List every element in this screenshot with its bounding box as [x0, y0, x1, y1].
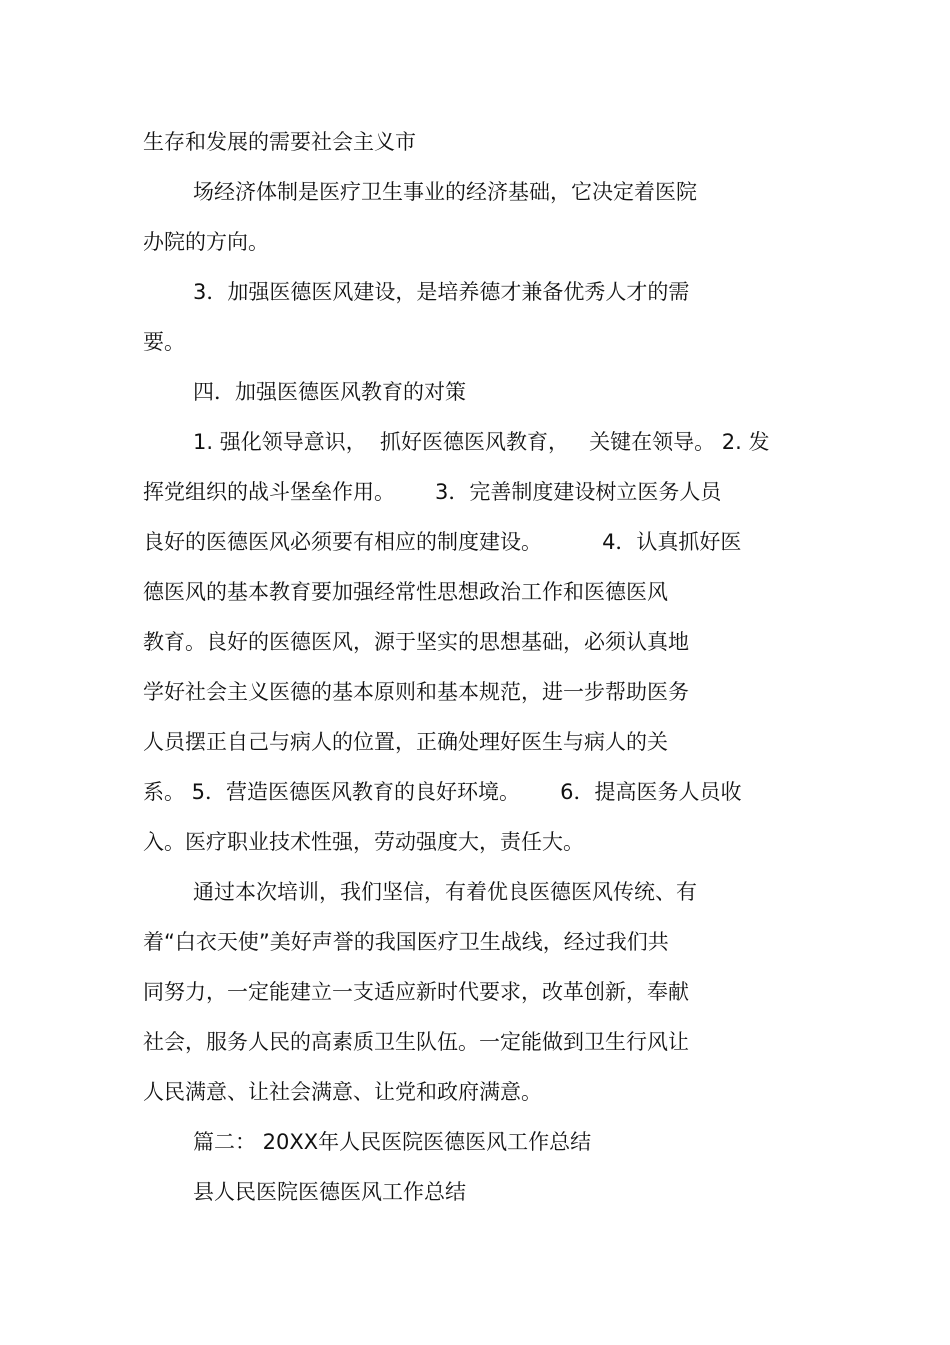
- text-line: 1. 强化领导意识， 抓好医德医风教育， 关键在领导。 2. 发: [193, 430, 770, 454]
- text-line: 要。: [143, 330, 185, 354]
- text-line: 德医风的基本教育要加强经常性思想政治工作和医德医风: [143, 580, 668, 604]
- text-line: 系。 5．营造医德医风教育的良好环境。 6．提高医务人员收: [143, 780, 742, 804]
- text-line: 社会，服务人民的高素质卫生队伍。一定能做到卫生行风让: [143, 1030, 689, 1054]
- text-line: 入。医疗职业技术性强，劳动强度大，责任大。: [143, 830, 584, 854]
- text-line: 通过本次培训，我们坚信，有着优良医德医风传统、有: [193, 880, 697, 904]
- section-heading: 篇二： 20XX年人民医院医德医风工作总结: [193, 1130, 592, 1154]
- text-line: 挥党组织的战斗堡垒作用。 3．完善制度建设树立医务人员: [143, 480, 722, 504]
- text-line: 教育。良好的医德医风，源于坚实的思想基础，必须认真地: [143, 630, 689, 654]
- text-line: 学好社会主义医德的基本原则和基本规范，进一步帮助医务: [143, 680, 689, 704]
- text-line: 3．加强医德医风建设，是培养德才兼备优秀人才的需: [193, 280, 690, 304]
- text-line: 良好的医德医风必须要有相应的制度建设。 4．认真抓好医: [143, 530, 742, 554]
- section-heading: 四．加强医德医风教育的对策: [193, 380, 466, 404]
- text-line: 人民满意、让社会满意、让党和政府满意。: [143, 1080, 542, 1104]
- text-line: 着“白衣天使”美好声誉的我国医疗卫生战线，经过我们共: [143, 930, 669, 954]
- text-line: 办院的方向。: [143, 230, 269, 254]
- text-line: 生存和发展的需要社会主义市: [143, 130, 416, 154]
- text-line: 同努力，一定能建立一支适应新时代要求，改革创新，奉献: [143, 980, 689, 1004]
- document-title: 县人民医院医德医风工作总结: [193, 1180, 466, 1204]
- text-line: 人员摆正自己与病人的位置，正确处理好医生与病人的关: [143, 730, 668, 754]
- text-line: 场经济体制是医疗卫生事业的经济基础，它决定着医院: [193, 180, 697, 204]
